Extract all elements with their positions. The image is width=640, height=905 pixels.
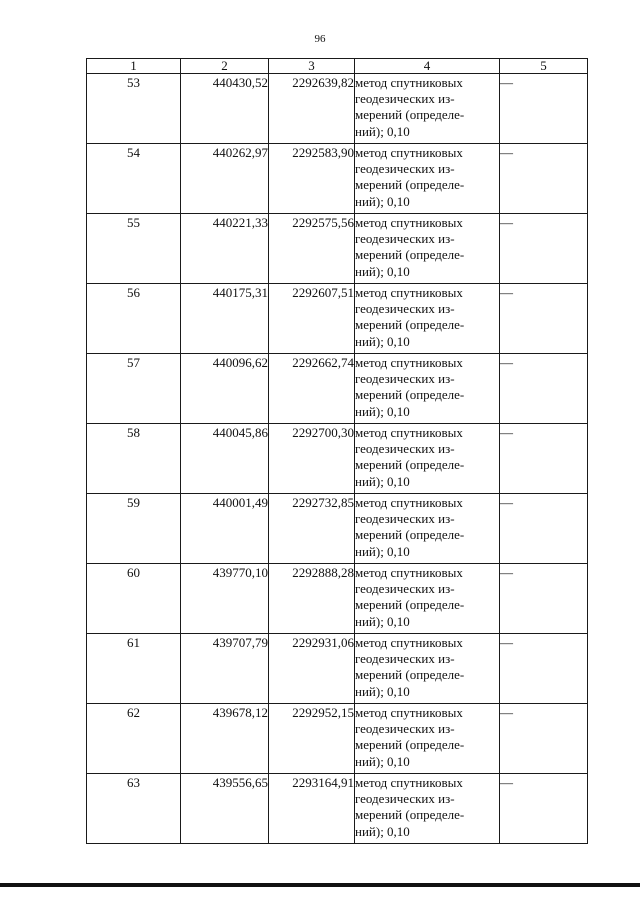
method-line: геодезических из-: [355, 581, 455, 597]
table-row: [87, 144, 588, 214]
method-line: мерений (определе-: [355, 667, 465, 683]
method-cell: [355, 74, 500, 144]
coordinates-table: [86, 58, 588, 844]
description-cell: —: [500, 494, 588, 564]
table-row: [87, 74, 588, 144]
y-coordinate-cell: 2292888,28: [269, 564, 355, 634]
x-coordinate-cell: 439770,10: [181, 564, 269, 634]
header-cell: 5: [500, 59, 588, 74]
method-cell: [355, 634, 500, 704]
table-row: [87, 354, 588, 424]
point-number-cell: 53: [87, 74, 181, 144]
method-cell: [355, 354, 500, 424]
method-line: ний); 0,10: [355, 473, 410, 489]
table-row: [87, 774, 588, 844]
page-number: 96: [314, 33, 326, 45]
method-line: метод спутниковых: [355, 775, 463, 790]
method-line: мерений (определе-: [355, 177, 465, 193]
method-line: мерений (определе-: [355, 317, 465, 333]
method-line: мерений (определе-: [355, 737, 465, 753]
method-line: мерений (определе-: [355, 247, 465, 263]
y-coordinate-cell: 2292931,06: [269, 634, 355, 704]
method-line: ний); 0,10: [355, 823, 410, 839]
method-cell: [355, 494, 500, 564]
method-line: ний); 0,10: [355, 333, 410, 349]
description-cell: —: [500, 354, 588, 424]
method-line: геодезических из-: [355, 511, 455, 527]
method-cell: [355, 774, 500, 844]
header-cell: 4: [355, 59, 500, 74]
method-line: геодезических из-: [355, 651, 455, 667]
x-coordinate-cell: 440262,97: [181, 144, 269, 214]
method-line: ний); 0,10: [355, 263, 410, 279]
point-number-cell: 61: [87, 634, 181, 704]
method-line: мерений (определе-: [355, 107, 465, 123]
point-number-cell: 58: [87, 424, 181, 494]
x-coordinate-cell: 439707,79: [181, 634, 269, 704]
method-line: ний); 0,10: [355, 613, 410, 629]
header-cell: 3: [269, 59, 355, 74]
method-cell: [355, 424, 500, 494]
method-line: мерений (определе-: [355, 387, 465, 403]
header-cell: 1: [87, 59, 181, 74]
y-coordinate-cell: 2292700,30: [269, 424, 355, 494]
method-line: метод спутниковых: [355, 495, 463, 510]
method-line: мерений (определе-: [355, 527, 465, 543]
footer-rule: [0, 883, 640, 887]
method-line: мерений (определе-: [355, 597, 465, 613]
method-line: метод спутниковых: [355, 75, 463, 90]
x-coordinate-cell: 440175,31: [181, 284, 269, 354]
description-cell: —: [500, 144, 588, 214]
method-cell: [355, 564, 500, 634]
x-coordinate-cell: 440001,49: [181, 494, 269, 564]
description-cell: —: [500, 424, 588, 494]
method-line: метод спутниковых: [355, 705, 463, 720]
point-number-cell: 62: [87, 704, 181, 774]
table-body: [87, 74, 588, 844]
method-line: мерений (определе-: [355, 807, 465, 823]
x-coordinate-cell: 440045,86: [181, 424, 269, 494]
method-cell: [355, 214, 500, 284]
description-cell: —: [500, 74, 588, 144]
table-row: [87, 494, 588, 564]
table-row: [87, 214, 588, 284]
x-coordinate-cell: 440221,33: [181, 214, 269, 284]
point-number-cell: 59: [87, 494, 181, 564]
x-coordinate-cell: 439678,12: [181, 704, 269, 774]
method-line: ний); 0,10: [355, 193, 410, 209]
method-line: геодезических из-: [355, 301, 455, 317]
method-line: мерений (определе-: [355, 457, 465, 473]
y-coordinate-cell: 2292639,82: [269, 74, 355, 144]
method-line: метод спутниковых: [355, 565, 463, 580]
header-cell: 2: [181, 59, 269, 74]
method-line: метод спутниковых: [355, 215, 463, 230]
table-header-row: [87, 59, 588, 74]
method-line: геодезических из-: [355, 231, 455, 247]
y-coordinate-cell: 2292662,74: [269, 354, 355, 424]
method-line: геодезических из-: [355, 441, 455, 457]
method-cell: [355, 704, 500, 774]
x-coordinate-cell: 440096,62: [181, 354, 269, 424]
y-coordinate-cell: 2292575,56: [269, 214, 355, 284]
description-cell: —: [500, 774, 588, 844]
method-line: геодезических из-: [355, 161, 455, 177]
method-cell: [355, 284, 500, 354]
method-line: геодезических из-: [355, 371, 455, 387]
table-row: [87, 424, 588, 494]
method-line: ний); 0,10: [355, 123, 410, 139]
method-line: ний); 0,10: [355, 403, 410, 419]
method-line: геодезических из-: [355, 791, 455, 807]
y-coordinate-cell: 2292607,51: [269, 284, 355, 354]
description-cell: —: [500, 284, 588, 354]
table-row: [87, 704, 588, 774]
method-line: ний); 0,10: [355, 753, 410, 769]
y-coordinate-cell: 2292732,85: [269, 494, 355, 564]
method-line: геодезических из-: [355, 91, 455, 107]
method-line: геодезических из-: [355, 721, 455, 737]
point-number-cell: 57: [87, 354, 181, 424]
table-row: [87, 284, 588, 354]
point-number-cell: 60: [87, 564, 181, 634]
y-coordinate-cell: 2292952,15: [269, 704, 355, 774]
description-cell: —: [500, 634, 588, 704]
point-number-cell: 56: [87, 284, 181, 354]
description-cell: —: [500, 564, 588, 634]
x-coordinate-cell: 439556,65: [181, 774, 269, 844]
table-row: [87, 564, 588, 634]
x-coordinate-cell: 440430,52: [181, 74, 269, 144]
method-line: метод спутниковых: [355, 425, 463, 440]
method-cell: [355, 144, 500, 214]
description-cell: —: [500, 214, 588, 284]
y-coordinate-cell: 2293164,91: [269, 774, 355, 844]
method-line: метод спутниковых: [355, 635, 463, 650]
method-line: метод спутниковых: [355, 355, 463, 370]
point-number-cell: 63: [87, 774, 181, 844]
description-cell: —: [500, 704, 588, 774]
method-line: ний); 0,10: [355, 543, 410, 559]
y-coordinate-cell: 2292583,90: [269, 144, 355, 214]
table-row: [87, 634, 588, 704]
method-line: ний); 0,10: [355, 683, 410, 699]
point-number-cell: 55: [87, 214, 181, 284]
method-line: метод спутниковых: [355, 285, 463, 300]
point-number-cell: 54: [87, 144, 181, 214]
method-line: метод спутниковых: [355, 145, 463, 160]
